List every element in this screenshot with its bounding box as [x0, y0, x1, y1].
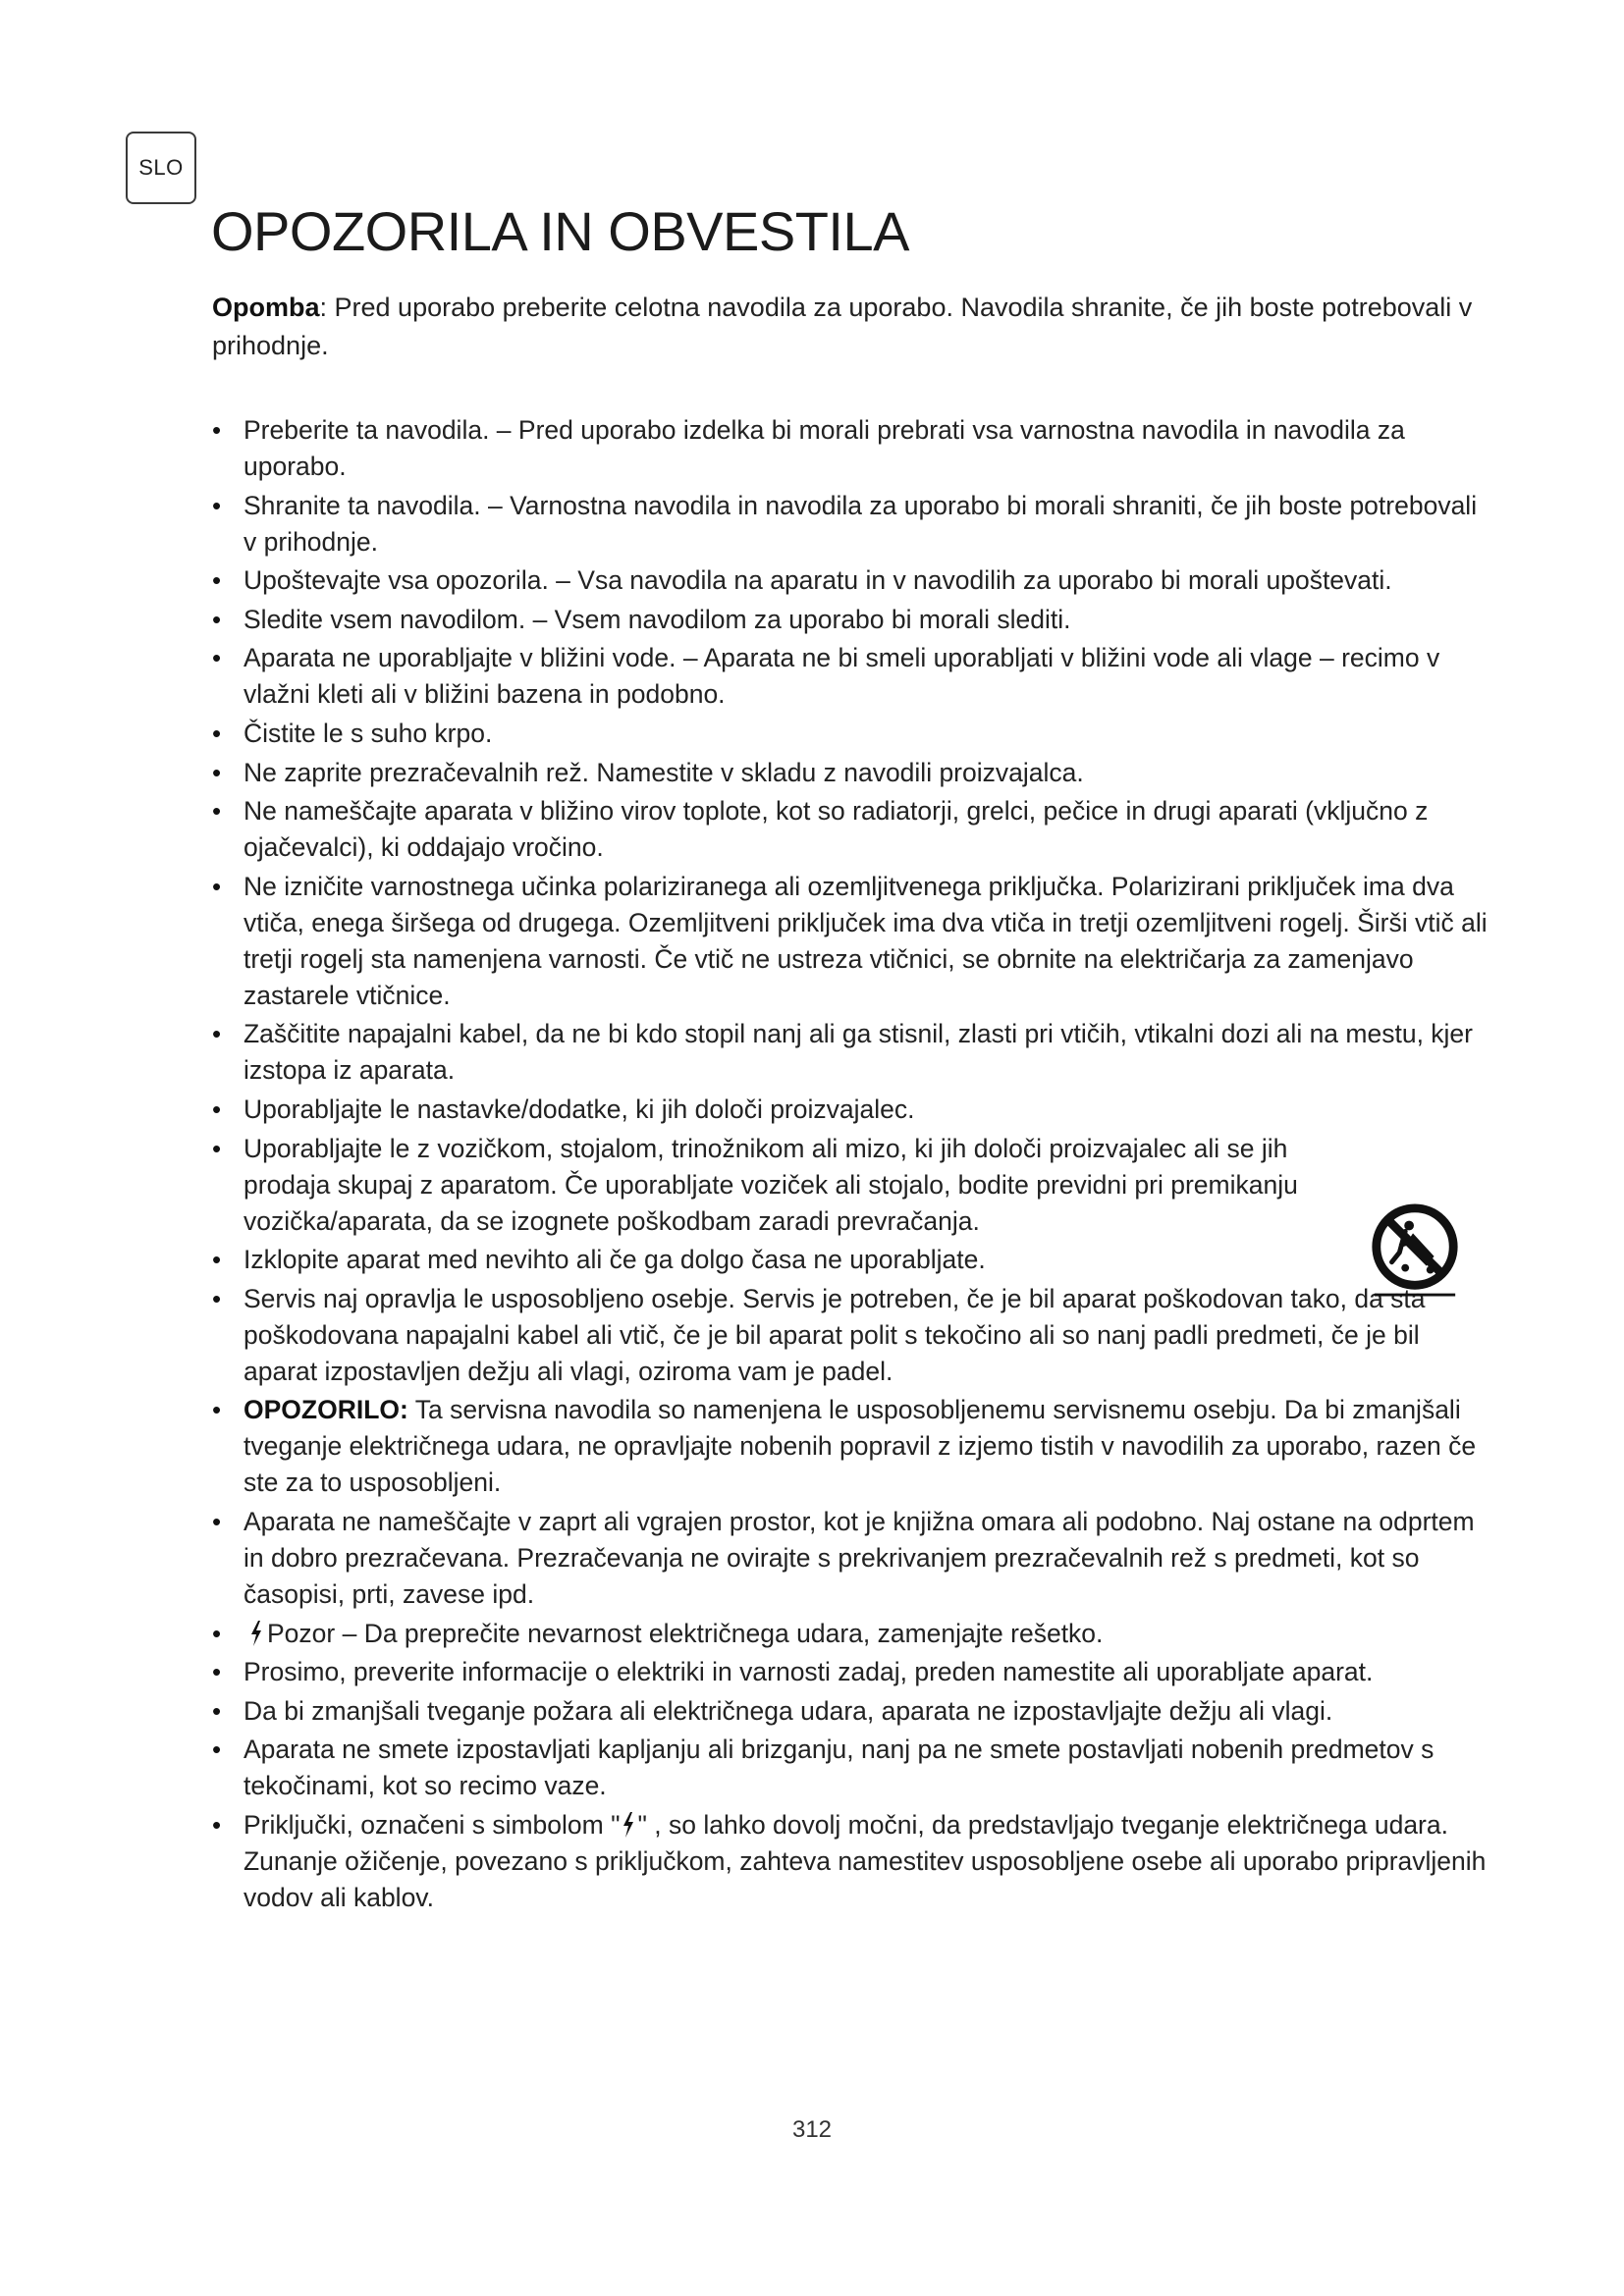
list-item-text: Izklopite aparat med nevihto ali če ga dolgo časa ne uporabljate.	[244, 1245, 986, 1275]
bullet: •	[212, 1735, 222, 1765]
list-item-text: Upoštevajte vsa opozorila. – Vsa navodila na aparatu in v navodilih za uporabo bi morali upoštevati.	[244, 565, 1392, 596]
list-item	[212, 1092, 1489, 1128]
list-item-text: Da bi zmanjšali tveganje požara ali električnega udara, aparata ne izpostavljajte dežju ali vlagi.	[244, 1695, 1333, 1726]
bullet: •	[212, 1506, 222, 1536]
list-item	[212, 412, 1489, 485]
bullet: •	[212, 1657, 222, 1687]
lightning-bolt-icon	[622, 1812, 635, 1838]
list-item-text: Ta servisna navodila so namenjena le usposobljenemu servisnemu osebju. Da bi zmanjšali tveganje električnega udara, ne opravljajte nobenih popravil z izjemo tistih v navodilih za uporabo, razen če ste za to usposobljeni.	[244, 1395, 1477, 1498]
note-text: : Pred uporabo preberite celotna navodila za uporabo. Navodila shranite, če jih boste potrebovali v prihodnje.	[212, 293, 1473, 360]
list-item-text-after: " , so lahko dovolj močni, da predstavljajo tveganje električnega udara. Zunanje ožičenje, povezano s priključkom, zahteva namestitev usposobljene osebe ali uporabo pripravljenih vodov ali kablov.	[244, 1809, 1487, 1912]
list-item-text: Prosimo, preverite informacije o elektriki in varnosti zadaj, preden namestite ali uporabljate aparat.	[244, 1657, 1374, 1687]
list-item-text: Uporabljajte le z vozičkom, stojalom, trinožnikom ali mizo, ki jih določi proizvajalec ali se jih prodaja skupaj z aparatom. Če uporabljate voziček ali stojalo, bodite previdni pri premikanju vozička/aparata, da se izognete poškodbam zaradi prevračanja.	[244, 1133, 1298, 1236]
bullet: •	[212, 643, 222, 673]
bullet: •	[212, 718, 222, 748]
cart-tipover-warning-icon	[1367, 1202, 1463, 1299]
list-item	[212, 869, 1489, 1014]
bullet: •	[212, 604, 222, 634]
bullet: •	[212, 796, 222, 827]
warning-label: OPOZORILO:	[244, 1395, 408, 1425]
list-item-text: Shranite ta navodila. – Varnostna navodila in navodila za uporabo bi morali shraniti, če jih boste potrebovali v prihodnje.	[244, 490, 1478, 557]
page-number: 312	[791, 2116, 833, 2143]
list-item	[212, 755, 1489, 791]
list-item	[212, 1131, 1489, 1240]
bullet: •	[212, 1618, 222, 1648]
bullet: •	[212, 415, 222, 445]
bullet: •	[212, 757, 222, 787]
list-item-text: Aparata ne smete izpostavljati kapljanju ali brizganju, nanj pa ne smete postavljati nobenih predmetov s tekočinami, kot so recimo vaze.	[244, 1735, 1435, 1801]
list-item-text: Sledite vsem navodilom. – Vsem navodilom za uporabo bi morali slediti.	[244, 604, 1071, 634]
list-item-text-before: Priključki, označeni s simbolom "	[244, 1809, 621, 1840]
list-item	[212, 1654, 1489, 1690]
list-item-text: Zaščitite napajalni kabel, da ne bi kdo stopil nanj ali ga stisnil, zlasti pri vtičih, vtikalni dozi ali na mestu, kjer izstopa iz aparata.	[244, 1019, 1473, 1086]
note-label: Opomba	[212, 293, 320, 322]
list-item	[212, 488, 1489, 561]
bullet: •	[212, 1809, 222, 1840]
list-item	[212, 1693, 1489, 1730]
list-item	[212, 602, 1489, 638]
bullet: •	[212, 565, 222, 596]
list-item-text: Čistite le s suho krpo.	[244, 718, 493, 748]
bullet: •	[212, 490, 222, 520]
list-item	[212, 1807, 1489, 1916]
list-item	[212, 1732, 1489, 1804]
bullet: •	[212, 1245, 222, 1275]
list-item-text: Servis naj opravlja le usposobljeno osebje. Servis je potreben, če je bil aparat poškodovan tako, da sta poškodovana napajalni kabel ali vtič, če je bil aparat polit s tekočino ali so nanj padli predmeti, če je bil aparat izpostavljen dežju ali vlagi, oziroma vam je padel.	[244, 1283, 1426, 1386]
bullet: •	[212, 1094, 222, 1124]
list-item	[212, 716, 1489, 752]
warnings-list	[212, 412, 1489, 1918]
list-item-text: Uporabljajte le nastavke/dodatke, ki jih določi proizvajalec.	[244, 1094, 915, 1124]
bullet: •	[212, 1019, 222, 1049]
list-item-text: Ne nameščajte aparata v bližino virov toplote, kot so radiatorji, grelci, pečice in drugi aparati (vključno z ojačevalci), ki oddajajo vročino.	[244, 796, 1429, 863]
note-paragraph	[212, 289, 1479, 365]
list-item-text: Ne izničite varnostnega učinka polariziranega ali ozemljitvenega priključka. Polarizirani priključek ima dva vtiča, enega širšega od drugega. Ozemljitveni priključek ima dva vtiča in tretji ozemljitveni rogelj. Širši vtič ali tretji rogelj sta namenjena varnosti. Če vtič ne ustreza vtičnici, se obrnite na električarja za zamenjavo zastarele vtičnice.	[244, 871, 1488, 1010]
list-item-text: Preberite ta navodila. – Pred uporabo izdelka bi morali prebrati vsa varnostna navodila in navodila za uporabo.	[244, 415, 1405, 481]
list-item	[212, 1281, 1489, 1390]
list-item	[212, 1392, 1489, 1501]
lightning-bolt-icon	[249, 1621, 263, 1646]
bullet: •	[212, 871, 222, 901]
bullet: •	[212, 1283, 222, 1313]
list-item	[212, 1242, 1489, 1278]
bullet: •	[212, 1395, 222, 1425]
list-item	[212, 640, 1489, 713]
list-item	[212, 1504, 1489, 1613]
bullet: •	[212, 1133, 222, 1163]
list-item	[212, 1616, 1489, 1652]
list-item	[212, 793, 1489, 866]
list-item-text: Aparata ne uporabljajte v bližini vode. – Aparata ne bi smeli uporabljati v bližini vode ali vlage – recimo v vlažni kleti ali v bližini bazena in podobno.	[244, 643, 1440, 710]
list-item-text: Ne zaprite prezračevalnih rež. Namestite v skladu z navodili proizvajalca.	[244, 757, 1084, 787]
list-item-text: Aparata ne nameščajte v zaprt ali vgrajen prostor, kot je knjižna omara ali podobno. Naj ostane na odprtem in dobro prezračevana. Prezračevanja ne ovirajte s prekrivanjem prezračevalnih rež s predmeti, kot so časopisi, prti, zavese ipd.	[244, 1506, 1475, 1609]
language-badge: SLO	[126, 132, 196, 204]
list-item	[212, 562, 1489, 599]
page-title: OPOZORILA IN OBVESTILA	[211, 200, 909, 262]
list-item	[212, 1016, 1489, 1089]
bullet: •	[212, 1695, 222, 1726]
list-item-text: Pozor – Da preprečite nevarnost električnega udara, zamenjajte rešetko.	[267, 1618, 1104, 1648]
